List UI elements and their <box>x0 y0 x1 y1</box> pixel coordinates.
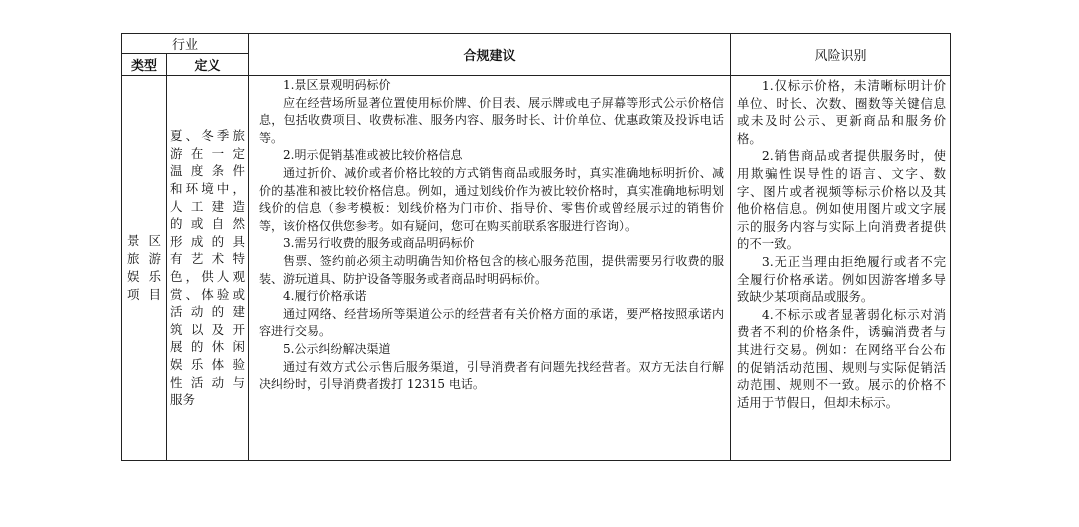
table-row <box>122 76 951 461</box>
compliance-body: 通过网络、经营场所等渠道公示的经营者有关价格方面的承诺，要严格按照承诺内容进行交易。 <box>259 306 725 339</box>
compliance-table <box>121 33 951 461</box>
type-line: 旅游 <box>127 251 161 266</box>
risk-item: 2.销售商品或者提供服务时，使用欺骗性误导性的语言、文字、数字、图片或者视频等标示价格以及其他价格信息。例如使用图片或文字展示的服务内容与实际上向消费者提供的不一致。 <box>737 148 947 252</box>
definition-line: 的或自然 <box>170 216 246 232</box>
header-row-top <box>122 34 951 54</box>
compliance-heading: 1.景区景观明码标价 <box>283 78 391 92</box>
type-line: 项目 <box>127 287 161 302</box>
type-line: 娱乐 <box>127 269 161 284</box>
definition-line: 色，供人观 <box>170 269 246 284</box>
definition-text <box>170 127 245 409</box>
definition-line: 形成的具 <box>170 233 246 249</box>
compliance-body: 通过折价、减价或者价格比较的方式销售商品或服务时，真实准确地标明折价、减价的基准和被比较价格信息。例如，通过划线价作为被比较价格时，真实准确地标明划线价的信息（参考模板：划线价格为门市价、指导价、零售价或曾经展示过的销售价等，该价格仅供您参考。如有疑问，您可在购买前联系客服进行咨询）。 <box>259 165 725 233</box>
header-risk: 风险识别 <box>731 34 951 76</box>
compliance-body: 售票、签约前必须主动明确告知价格包含的核心服务范围，提供需要另行收费的服装、游玩道具、防护设备等服务或者商品时明码标价。 <box>259 253 725 286</box>
definition-line: 温度条件 <box>170 163 246 179</box>
compliance-heading: 2.明示促销基准或被比较价格信息 <box>283 148 463 163</box>
definition-line: 和环境中， <box>170 181 246 197</box>
compliance-heading: 5.公示纠纷解决渠道 <box>283 341 391 356</box>
definition-line: 人工建造 <box>170 198 246 214</box>
definition-line: 有艺术特 <box>170 251 246 267</box>
risk-item: 4.不标示或者显著弱化标示对消费者不利的价格条件，诱骗消费者与其进行交易。例如：在网络平台公布的促销活动范围、规则与实际促销活动范围、规则不一致。展示的价格不适用于节假日，但却未标示。 <box>737 306 947 410</box>
cell-compliance <box>249 76 731 461</box>
compliance-body: 应在经营场所显著位置使用标价牌、价目表、展示牌或电子屏幕等形式公示价格信息，包括收费项目、收费标准、服务内容、服务时长、计价单位、优惠政策及投诉电话等。 <box>259 95 725 145</box>
header-industry: 行业 <box>122 34 249 54</box>
risk-item: 3.无正当理由拒绝履行或者不完全履行价格承诺。例如因游客增多导致缺少某项商品或服务。 <box>737 253 947 305</box>
header-compliance: 合规建议 <box>249 34 731 76</box>
cell-definition <box>167 76 249 461</box>
compliance-heading: 3.需另行收费的服务或商品明码标价 <box>283 236 475 251</box>
definition-line: 娱乐体验 <box>170 356 246 372</box>
definition-line: 服务 <box>170 392 196 408</box>
cell-type <box>122 76 167 461</box>
definition-line: 筑以及开 <box>170 321 246 337</box>
definition-line: 性活动与 <box>170 374 246 390</box>
definition-line: 活动的建 <box>170 304 246 320</box>
definition-line: 游在一定 <box>170 145 246 161</box>
definition-line: 赏、体验或 <box>170 286 246 302</box>
compliance-heading: 4.履行价格承诺 <box>283 289 367 304</box>
risk-item: 1.仅标示价格，未清晰标明计价单位、时长、次数、圈数等关键信息或未及时公示、更新商品和服务价格。 <box>737 78 947 146</box>
definition-line: 展的休闲 <box>170 339 246 355</box>
header-type: 类型 <box>122 54 167 76</box>
definition-line: 夏、冬季旅 <box>170 128 246 144</box>
compliance-body: 通过有效方式公示售后服务渠道，引导消费者有问题先找经营者。双方无法自行解决纠纷时，引导消费者拨打 12315 电话。 <box>259 359 725 392</box>
cell-risk <box>731 76 951 461</box>
header-definition: 定义 <box>167 54 249 76</box>
type-line: 景区 <box>127 233 161 248</box>
